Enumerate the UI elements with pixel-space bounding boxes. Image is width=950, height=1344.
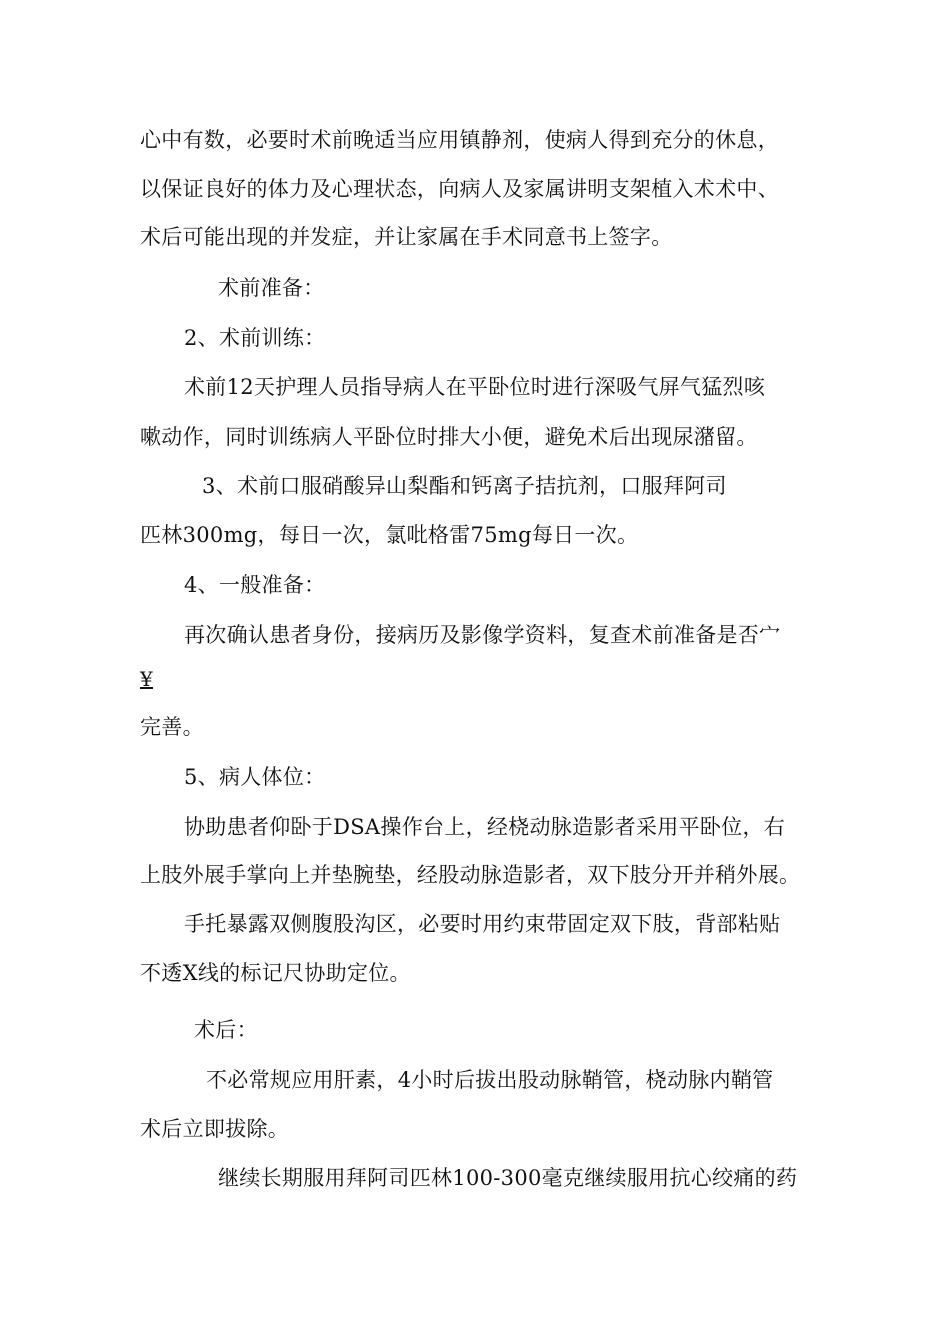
text-line: 不透X线的标记尺协助定位。: [140, 961, 411, 985]
subsection-heading: 5、病人体位：: [184, 765, 326, 789]
text-line: 术后立即拔除。: [140, 1117, 290, 1141]
text-line: 不必常规应用肝素，4小时后拔出股动脉鞘管，桡动脉内鞘管: [206, 1068, 774, 1092]
stray-symbol: ¥: [140, 667, 154, 691]
text-line: 术后可能出现的并发症，并让家属在手术同意书上签字。: [140, 225, 673, 249]
text-line: 以保证良好的体力及心理状态，向病人及家属讲明支架植入术术中、: [140, 177, 779, 201]
text-line: 术前12天护理人员指导病人在平卧位时进行深吸气屏气猛烈咳: [184, 375, 766, 399]
section-heading: 术前准备：: [218, 276, 325, 300]
text-line: 继续长期服用拜阿司匹林100-300毫克继续服用抗心绞痛的药: [218, 1166, 798, 1190]
text-line: 心中有数，必要时术前晚适当应用镇静剂，使病人得到充分的休息，: [140, 128, 779, 152]
text-line: 匹林300mg，每日一次，氯吡格雷75mg每日一次。: [140, 523, 639, 547]
text-line: 协助患者仰卧于DSA操作台上，经桡动脉造影者采用平卧位，右: [184, 815, 786, 839]
text-line: 完善。: [140, 715, 204, 739]
text-line: 手托暴露双侧腹股沟区，必要时用约束带固定双下肢，背部粘贴: [184, 912, 781, 936]
subsection-heading: 2、术前训练：: [184, 326, 326, 350]
text-line: 再次确认患者身份，接病历及影像学资料，复查术前准备是否宀: [184, 623, 781, 647]
subsection-heading: 4、一般准备：: [184, 573, 326, 597]
text-line: 嗽动作，同时训练病人平卧位时排大小便，避免术后出现尿潴留。: [140, 425, 758, 449]
section-heading: 术后：: [194, 1018, 258, 1042]
text-line: 3、术前口服硝酸异山梨酯和钙离子拮抗剂，口服拜阿司: [202, 474, 727, 498]
text-line: 上肢外展手掌向上并垫腕垫，经股动脉造影者，双下肢分开并稍外展。: [140, 863, 801, 887]
